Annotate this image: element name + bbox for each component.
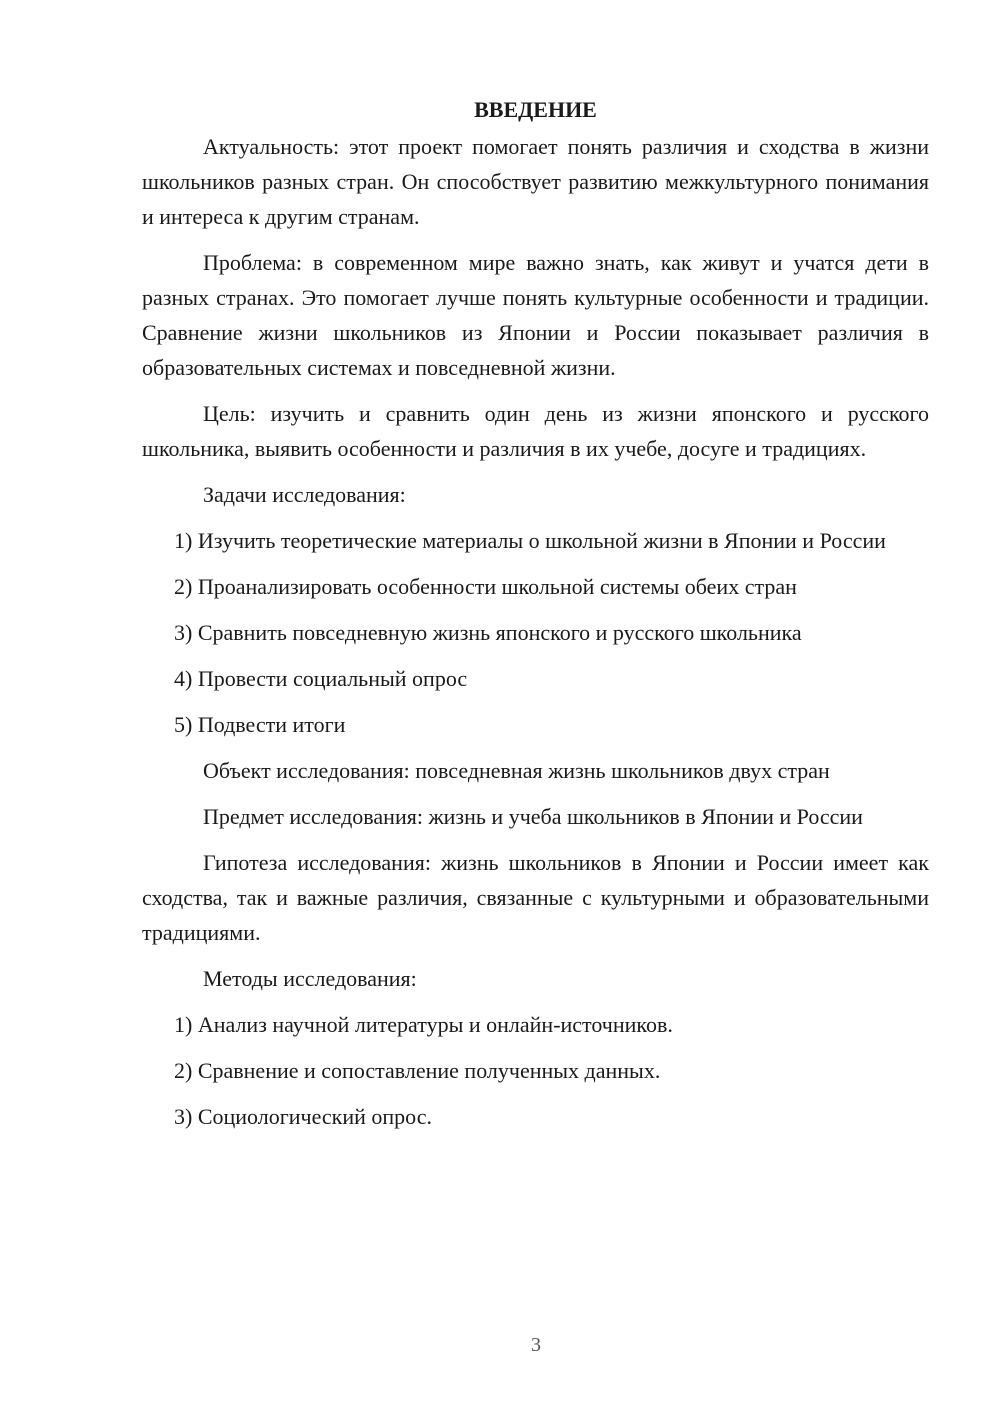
problem-paragraph: Проблема: в современном мире важно знать, как живут и учатся дети в разных странах. Это помогает лучше понять культурные особенности и традиции. Сравнение жизни школьников из Японии и России показывает различия в образовательных системах и повседневной жизни. xyxy=(142,250,929,380)
task-item-4: 4) Провести социальный опрос xyxy=(174,666,468,691)
goal-paragraph: Цель: изучить и сравнить один день из жизни японского и русского школьника, выявить особенности и различия в их учебе, досуге и традициях. xyxy=(142,401,929,461)
method-item-2: 2) Сравнение и сопоставление полученных данных. xyxy=(174,1058,661,1083)
hypothesis-paragraph: Гипотеза исследования: жизнь школьников в Японии и России имеет как сходства, так и важные различия, связанные с культурными и образовательными традициями. xyxy=(142,850,929,945)
task-item-2: 2) Проанализировать особенности школьной системы обеих стран xyxy=(174,574,797,599)
task-item-1: 1) Изучить теоретические материалы о школьной жизни в Японии и России xyxy=(174,528,886,553)
tasks-heading: Задачи исследования: xyxy=(203,482,406,507)
page-title: ВВЕДЕНИЕ xyxy=(474,97,597,122)
method-item-1: 1) Анализ научной литературы и онлайн-источников. xyxy=(174,1012,673,1037)
object-paragraph: Объект исследования: повседневная жизнь школьников двух стран xyxy=(203,758,830,783)
methods-heading: Методы исследования: xyxy=(203,966,417,991)
subject-paragraph: Предмет исследования: жизнь и учеба школьников в Японии и России xyxy=(203,804,863,829)
task-item-3: 3) Сравнить повседневную жизнь японского и русского школьника xyxy=(174,620,802,645)
method-item-3: 3) Социологический опрос. xyxy=(174,1104,432,1129)
page-number: 3 xyxy=(531,1334,541,1356)
document-page xyxy=(142,92,929,1145)
relevance-paragraph: Актуальность: этот проект помогает понять различия и сходства в жизни школьников разных стран. Он способствует развитию межкультурного понимания и интереса к другим странам. xyxy=(142,134,929,229)
task-item-5: 5) Подвести итоги xyxy=(174,712,346,737)
